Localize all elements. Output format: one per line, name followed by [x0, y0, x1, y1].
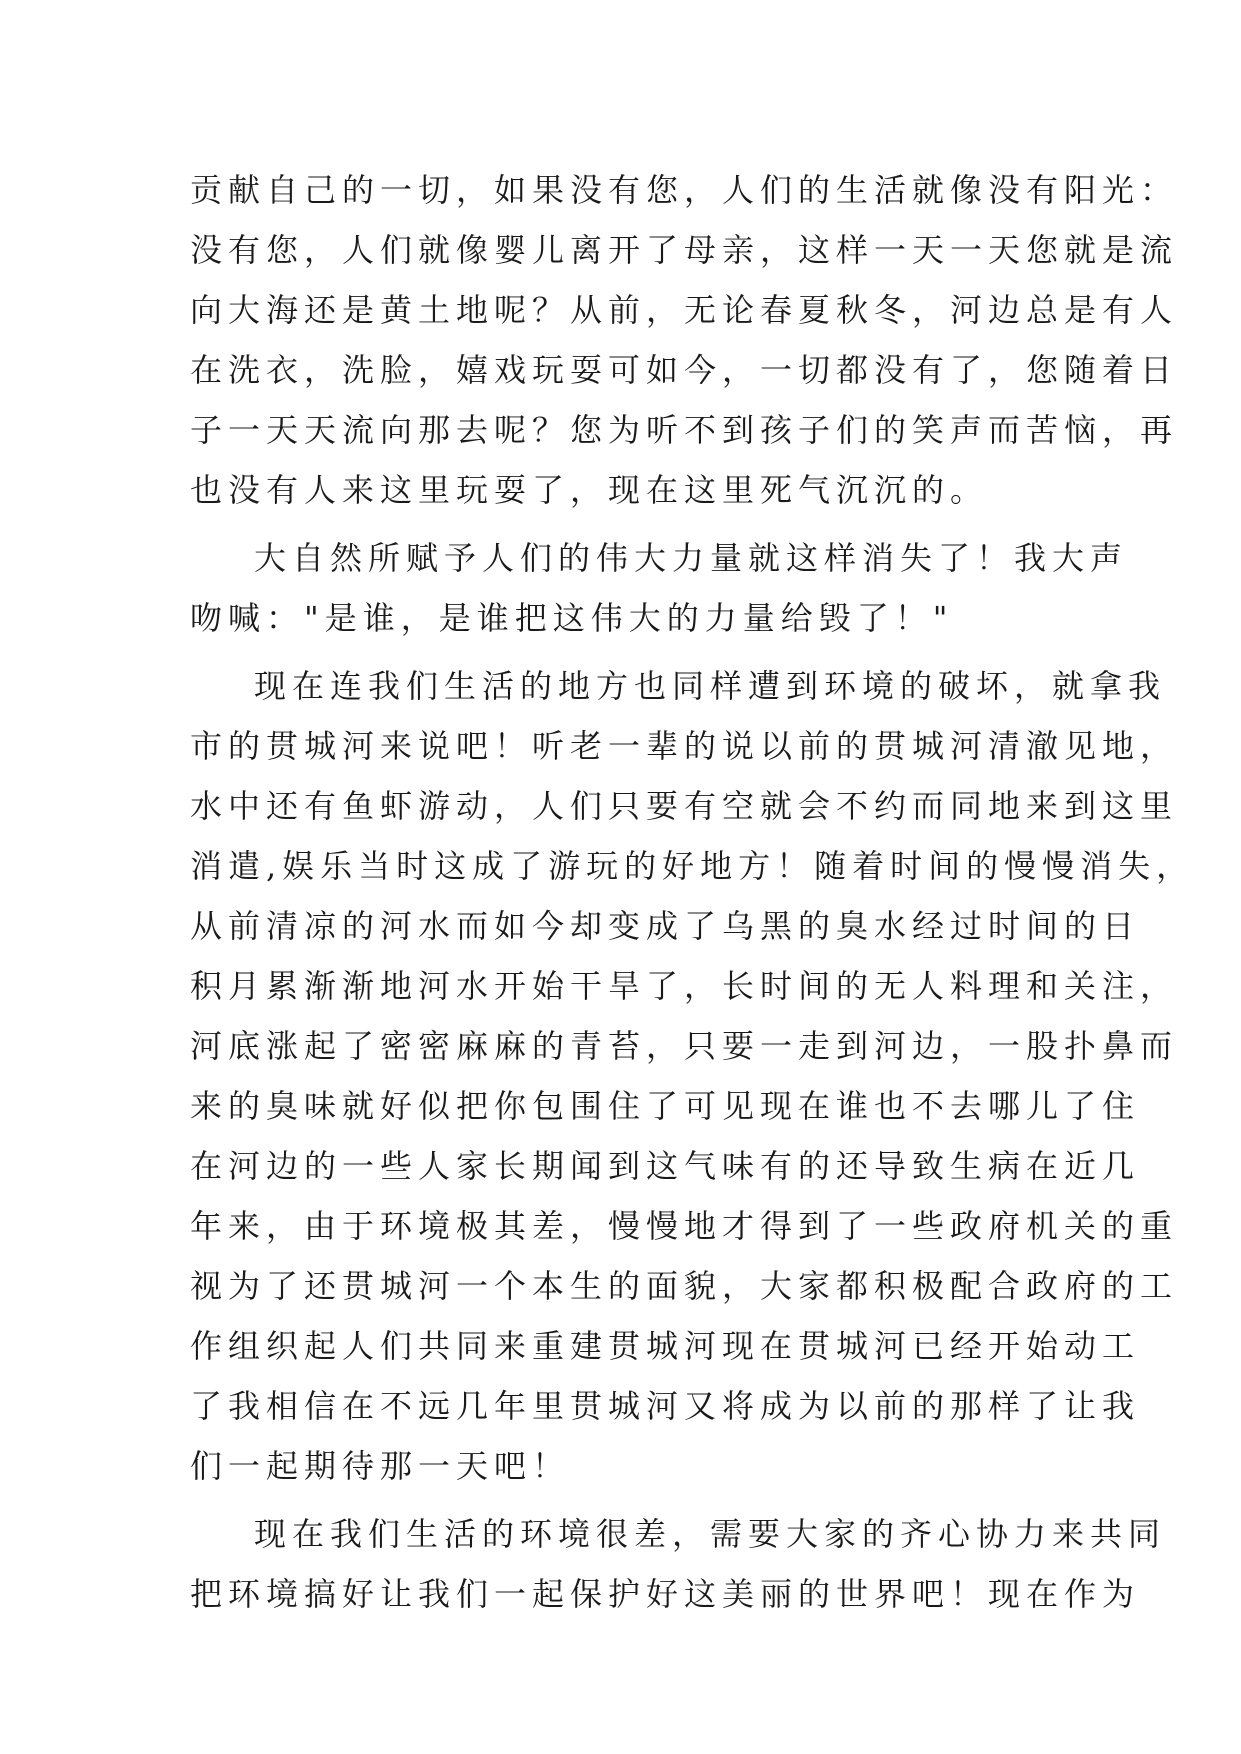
- text-line: 在河边的一些人家长期闻到这气味有的还导致生病在近几: [190, 1147, 1141, 1185]
- text-line: 河底涨起了密密麻麻的青苔，只要一走到河边，一股扑鼻而: [190, 1027, 1179, 1065]
- text-line: 现在我们生活的环境很差，需要大家的齐心协力来共同: [254, 1515, 1167, 1553]
- text-line: 吻喊："是谁，是谁把这伟大的力量给毁了！": [190, 599, 954, 637]
- text-line: 也没有人来这里玩耍了，现在这里死气沉沉的。: [190, 471, 989, 509]
- text-line: 向大海还是黄土地呢？从前，无论春夏秋冬，河边总是有人: [190, 291, 1179, 329]
- text-line: 子一天天流向那去呢？您为听不到孩子们的笑声而苦恼，再: [190, 411, 1179, 449]
- text-line: 们一起期待那一天吧！: [190, 1447, 571, 1485]
- text-line: 没有您，人们就像婴儿离开了母亲，这样一天一天您就是流: [190, 231, 1179, 269]
- text-line: 积月累渐渐地河水开始干旱了，长时间的无人料理和关注，: [190, 967, 1179, 1005]
- text-line: 贡献自己的一切，如果没有您，人们的生活就像没有阳光：: [190, 171, 1179, 209]
- text-line: 了我相信在不远几年里贯城河又将成为以前的那样了让我: [190, 1387, 1141, 1425]
- paragraph-1: [190, 160, 1179, 520]
- text-line: 作组织起人们共同来重建贯城河现在贯城河已经开始动工: [190, 1327, 1141, 1365]
- paragraph-3: [190, 656, 1195, 1496]
- text-line: 视为了还贯城河一个本生的面貌，大家都积极配合政府的工: [190, 1267, 1179, 1305]
- text-line: 来的臭味就好似把你包围住了可见现在谁也不去哪儿了住: [190, 1087, 1141, 1125]
- paragraph-2: [190, 528, 1129, 648]
- text-line: 从前清凉的河水而如今却变成了乌黑的臭水经过时间的日: [190, 907, 1141, 945]
- text-line: 现在连我们生活的地方也同样遭到环境的破坏，就拿我: [254, 667, 1167, 705]
- text-line: 在洗衣，洗脸，嬉戏玩耍可如今，一切都没有了，您随着日: [190, 351, 1179, 389]
- paragraph-4: [190, 1504, 1167, 1624]
- text-line: 消遣,娱乐当时这成了游玩的好地方！随着时间的慢慢消失，: [190, 847, 1195, 885]
- text-line: 市的贯城河来说吧！听老一辈的说以前的贯城河清澈见地，: [190, 727, 1179, 765]
- document-body: [190, 160, 1195, 1624]
- text-line: 大自然所赋予人们的伟大力量就这样消失了！我大声: [254, 539, 1129, 577]
- text-line: 年来，由于环境极其差，慢慢地才得到了一些政府机关的重: [190, 1207, 1179, 1245]
- text-line: 把环境搞好让我们一起保护好这美丽的世界吧！现在作为: [190, 1575, 1141, 1613]
- text-line: 水中还有鱼虾游动，人们只要有空就会不约而同地来到这里: [190, 787, 1179, 825]
